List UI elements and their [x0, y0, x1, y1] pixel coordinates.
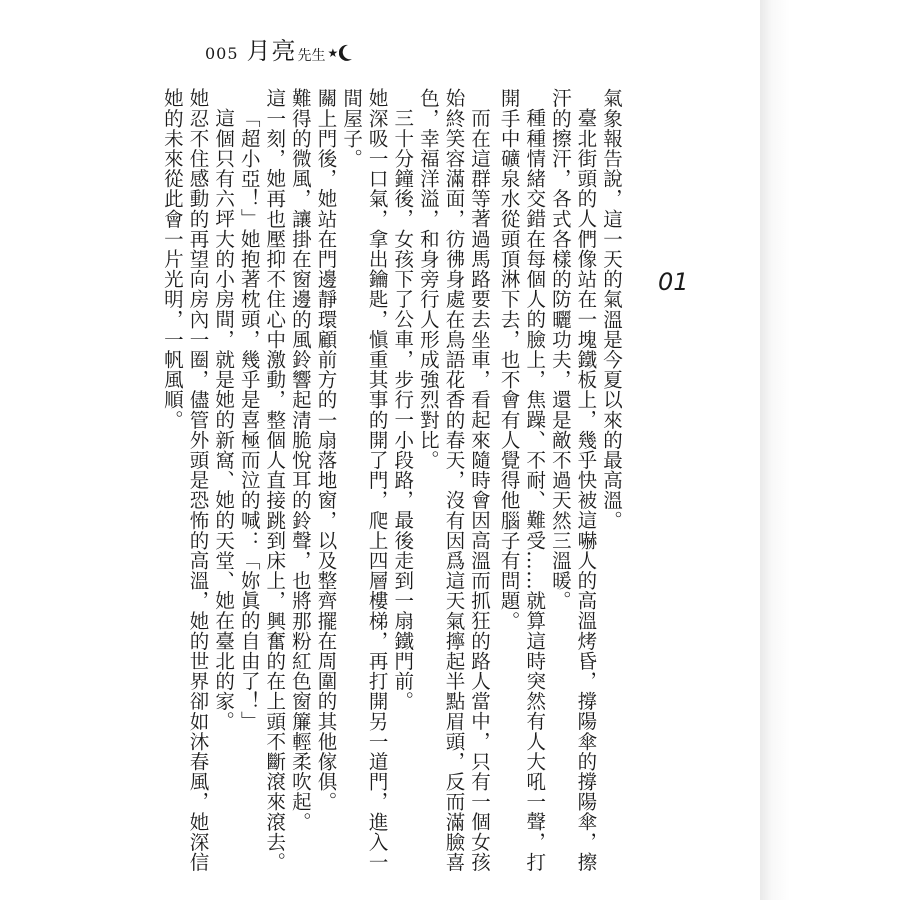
paragraph: 三十分鐘後，女孩下了公車，步行一小段路，最後走到一扇鐵門前。 — [391, 107, 415, 711]
paragraph: 而在這群等著過馬路要去坐車，看起來隨時會因高溫而抓狂的路人當中，只有一個女孩始終笑容滿面，彷彿身處在鳥語花香的春天，沒有因爲這天氣擰起半點眉頭，反而滿臉喜色，幸福洋溢，和身旁行人形成強烈對比。 — [416, 88, 492, 872]
page-gutter — [760, 0, 900, 900]
page-number: 005 — [205, 44, 239, 63]
paragraph: 氣象報告說，這一天的氣溫是今夏以來的最高溫。 — [600, 88, 623, 531]
paragraph: 種種情緒交錯在每個人的臉上，焦躁、不耐、難受……就算這時突然有人大吼一聲，打開手中礦泉水從頭頂淋下去，也不會有人覺得他腦子有問題。 — [497, 88, 547, 872]
running-header — [205, 25, 353, 65]
paragraph: 她忍不住感動的再望向房內一圈，儘管外頭是恐怖的高溫，她的世界卻如沐春風，她深信她的未來從此會一片光明，一帆風順。 — [160, 88, 210, 872]
body-text — [159, 88, 624, 878]
crescent-moon-icon — [339, 44, 353, 62]
title-decoration — [328, 44, 354, 62]
paragraph: 臺北街頭的人們像站在一塊鐵板上，幾乎快被這嚇人的高溫烤昏，撐陽傘的撐陽傘，擦汗的擦汗，各式各樣的防曬功夫，還是敵不過天然三溫暖。 — [548, 88, 598, 872]
star-icon: ★ — [327, 46, 339, 60]
paragraph: 這一刻，她再也壓抑不住心中激動，整個人直接跳到床上，興奮的在上頭不斷滾來滾去。 — [263, 88, 287, 872]
chapter-number: 01 — [658, 268, 689, 296]
paragraph: 「超小亞！」她抱著枕頭，幾乎是喜極而泣的喊：「妳眞的自由了！」 — [237, 107, 261, 731]
book-title: 月亮 — [246, 37, 297, 65]
paragraph: 關上門後，她站在門邊靜環顧前方的一扇落地窗，以及整齊擺在周圍的其他傢俱。 — [314, 88, 338, 812]
book-subtitle: 先生 — [297, 48, 326, 64]
paragraph: 這個只有六坪大的小房間，就是她的新窩、她的天堂、她在臺北的家。 — [212, 107, 236, 731]
paragraph: 難得的微風，讓掛在窗邊的風鈴響起清脆悅耳的鈴聲，也將那粉紅色窗簾輕柔吹起。 — [288, 88, 312, 832]
paragraph: 她深吸一口氣，拿出鑰匙，愼重其事的開了門，爬上四層樓梯，再打開另一道門，進入一間屋子。 — [340, 88, 389, 872]
